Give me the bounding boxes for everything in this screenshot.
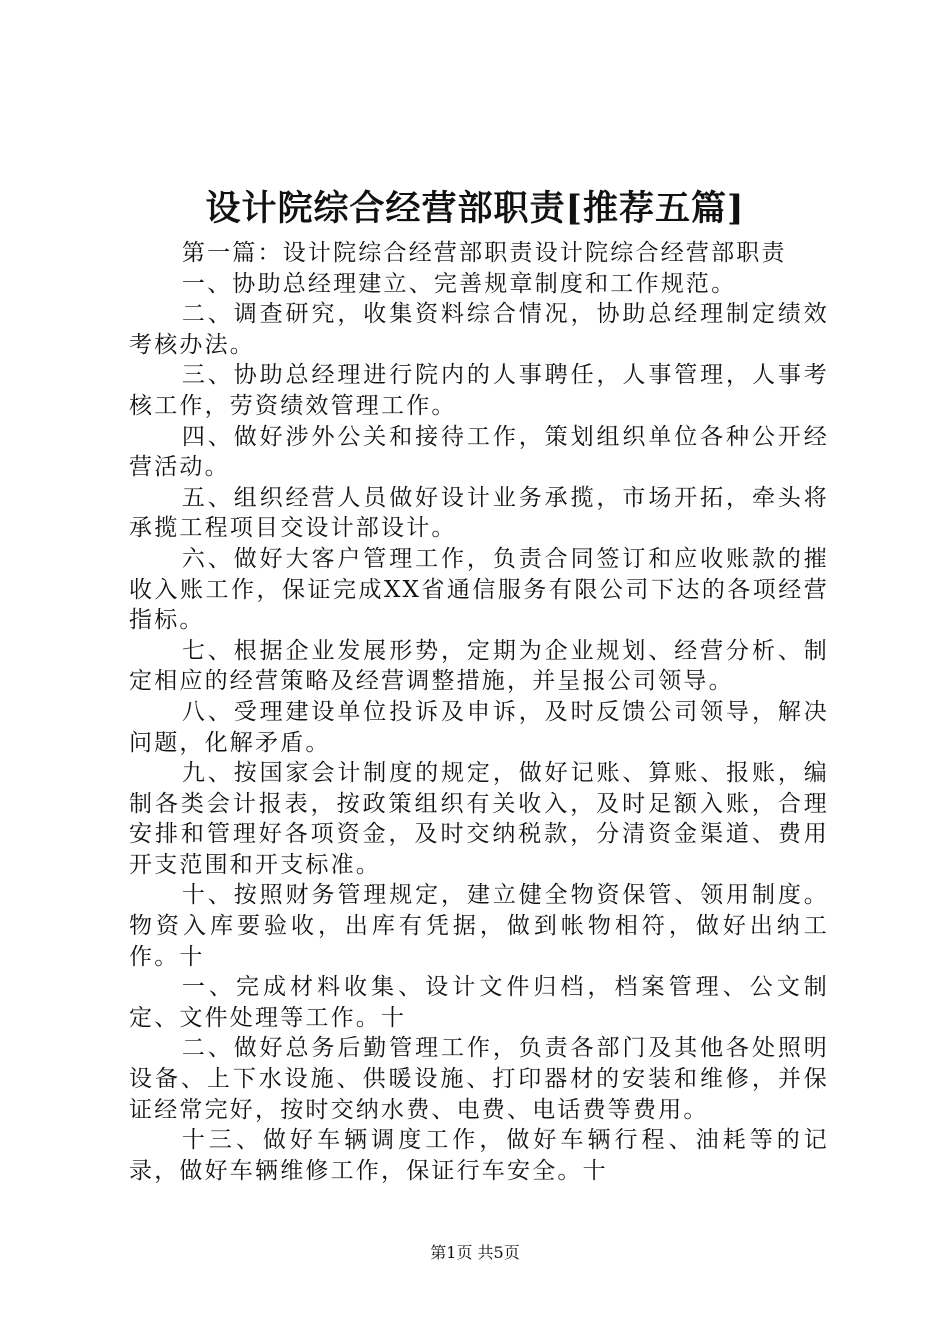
paragraph: 二、调查研究，收集资料综合情况，协助总经理制定绩效考核办法。: [129, 301, 829, 358]
paragraph: 十、按照财务管理规定，建立健全物资保管、领用制度。物资入库要验收，出库有凭据，做到帐物相符，做好出纳工作。十: [129, 882, 829, 970]
page-footer: 第1页 共5页: [430, 1243, 520, 1262]
paragraph: 八、受理建设单位投诉及申诉，及时反馈公司领导，解决问题，化解矛盾。: [129, 698, 829, 756]
paragraph: 第一篇：设计院综合经营部职责设计院综合经营部职责: [181, 240, 787, 266]
paragraph: 六、做好大客户管理工作，负责合同签订和应收账款的摧收入账工作，保证完成XX省通信服务有限公司下达的各项经营指标。: [129, 545, 829, 634]
paragraph: 三、协助总经理进行院内的人事聘任，人事管理，人事考核工作，劳资绩效管理工作。: [129, 362, 829, 419]
paragraph: 四、做好涉外公关和接待工作，策划组织单位各种公开经营活动。: [129, 423, 829, 481]
paragraph: 一、完成材料收集、设计文件归档，档案管理、公文制定、文件处理等工作。十: [129, 974, 829, 1031]
paragraph: 二、做好总务后勤管理工作，负责各部门及其他各处照明设备、上下水设施、供暖设施、打印器材的安装和维修，并保证经常完好，按时交纳水费、电费、电话费等费用。: [129, 1035, 829, 1123]
document-title: 设计院综合经营部职责[推荐五篇]: [205, 188, 745, 229]
paragraph: 五、组织经营人员做好设计业务承揽，市场开拓，牵头将承揽工程项目交设计部设计。: [129, 484, 829, 542]
paragraph: 九、按国家会计制度的规定，做好记账、算账、报账，编制各类会计报表，按政策组织有关收入，及时足额入账，合理安排和管理好各项资金，及时交纳税款，分清资金渠道、费用开支范围和开支标准。: [129, 760, 829, 878]
paragraph: 七、根据企业发展形势，定期为企业规划、经营分析、制定相应的经营策略及经营调整措施，并呈报公司领导。: [129, 637, 829, 695]
paragraph: 十三、做好车辆调度工作，做好车辆行程、油耗等的记录，做好车辆维修工作，保证行车安全。十: [129, 1127, 829, 1184]
paragraph: 一、协助总经理建立、完善规章制度和工作规范。: [181, 270, 737, 297]
document-body: [129, 238, 829, 1186]
